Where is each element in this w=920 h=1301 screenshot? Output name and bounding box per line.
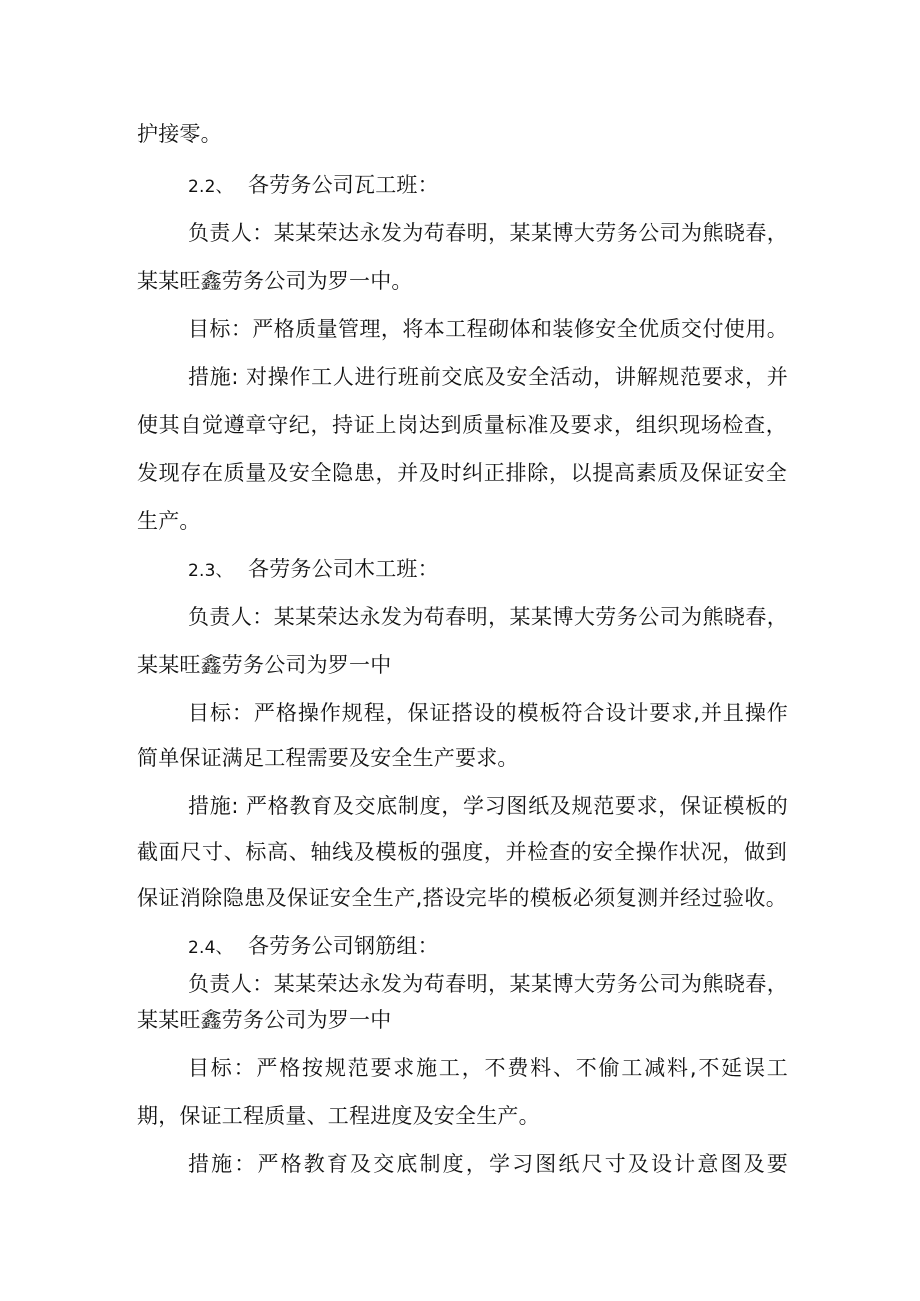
section-title: 各劳务公司瓦工班： bbox=[248, 173, 439, 197]
text-line: 措施: 严格教育及交底制度，学习图纸及规范要求，保证模板的 bbox=[188, 794, 788, 818]
text-line: 发现存在质量及安全隐患，并及时纠正排除，以提高素质及保证安全 bbox=[137, 461, 787, 485]
text-line: 某某旺鑫劳务公司为罗一中 bbox=[137, 653, 392, 677]
text-line: 目标：严格按规范要求施工，不费料、不偷工减料,不延误工 bbox=[188, 1056, 788, 1080]
text-line: 使其自觉遵章守纪，持证上岗达到质量标准及要求，组织现场检查， bbox=[137, 413, 787, 437]
text-line: 生产。 bbox=[137, 509, 201, 533]
text-line: 目标：严格操作规程，保证搭设的模板符合设计要求,并且操作 bbox=[188, 701, 788, 725]
section-number: 2.3、 bbox=[188, 561, 233, 581]
text-line: 负责人：某某荣达永发为苟春明，某某博大劳务公司为熊晓春， bbox=[188, 221, 788, 245]
section-title: 各劳务公司钢筋组： bbox=[248, 934, 439, 958]
text-line: 简单保证满足工程需要及安全生产要求。 bbox=[137, 746, 519, 770]
section-title: 各劳务公司木工班： bbox=[248, 557, 439, 581]
text-line: 保证消除隐患及保证安全生产,搭设完毕的模板必须复测并经过验收。 bbox=[137, 886, 787, 910]
text-line: 某某旺鑫劳务公司为罗一中。 bbox=[137, 269, 413, 293]
text-line: 护接零。 bbox=[137, 122, 222, 146]
text-line: 期，保证工程质量、工程进度及安全生产。 bbox=[137, 1104, 540, 1128]
section-number: 2.4、 bbox=[188, 938, 233, 958]
text-line: 措施: 对操作工人进行班前交底及安全活动，讲解规范要求，并 bbox=[188, 365, 788, 389]
text-line: 负责人：某某荣达永发为苟春明，某某博大劳务公司为熊晓春， bbox=[188, 972, 788, 996]
section-heading-2-3 bbox=[188, 554, 788, 586]
text-line: 某某旺鑫劳务公司为罗一中 bbox=[137, 1008, 392, 1032]
text-line: 目标：严格质量管理，将本工程砌体和装修安全优质交付使用。 bbox=[188, 317, 788, 341]
text-line: 截面尺寸、标高、轴线及模板的强度，并检查的安全操作状况，做到 bbox=[137, 840, 787, 864]
text-line: 措施：严格教育及交底制度，学习图纸尺寸及设计意图及要 bbox=[188, 1152, 788, 1176]
text-line: 负责人：某某荣达永发为苟春明，某某博大劳务公司为熊晓春， bbox=[188, 605, 788, 629]
section-heading-2-4 bbox=[188, 931, 788, 963]
section-heading-2-2 bbox=[188, 170, 788, 202]
section-number: 2.2、 bbox=[188, 177, 233, 197]
